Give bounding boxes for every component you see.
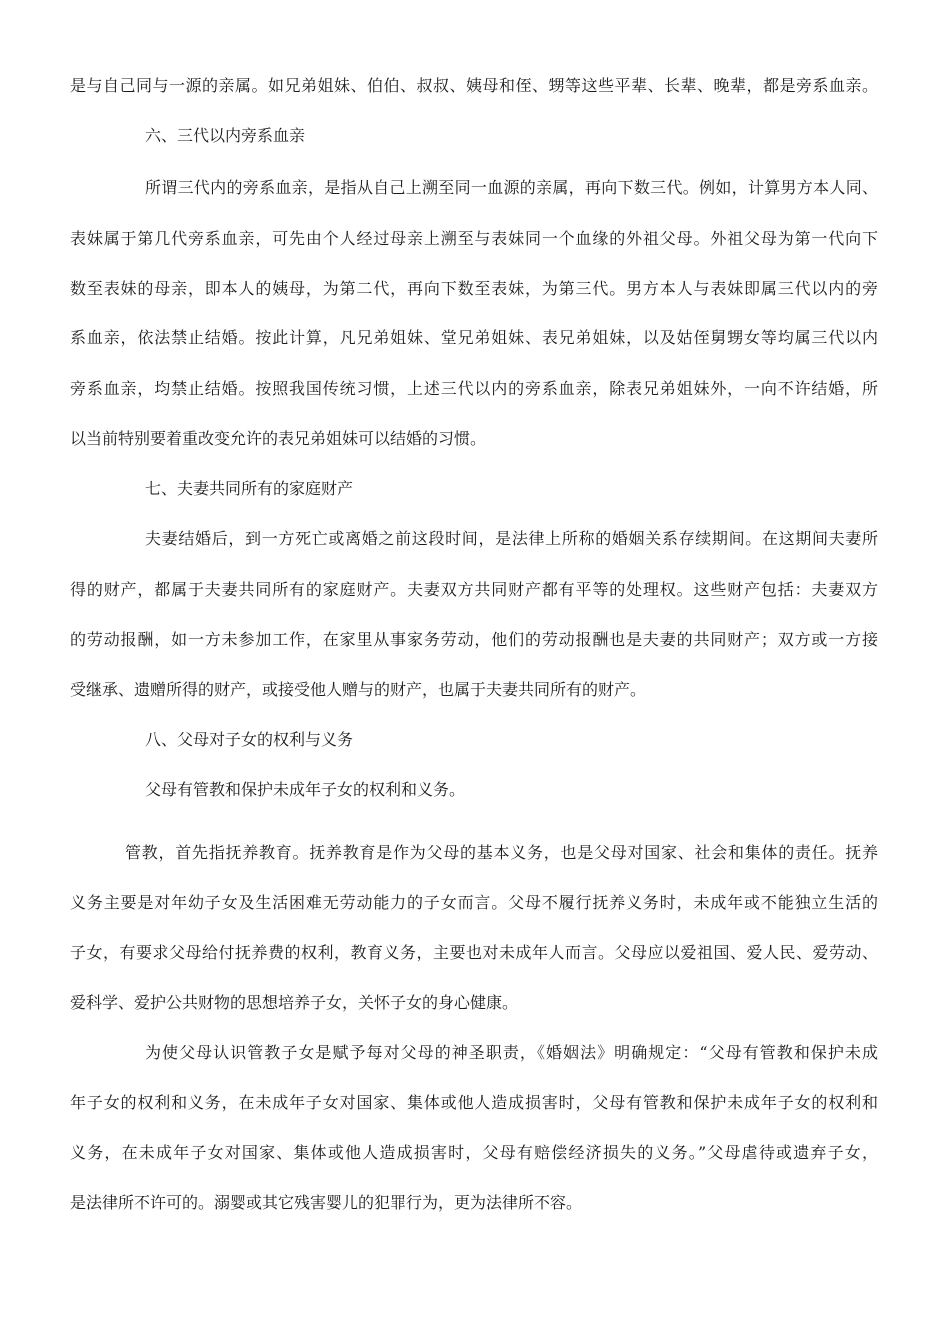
paragraph-line: 的劳动报酬，如一方未参加工作，在家里从事家务劳动，他们的劳动报酬也是夫妻的共同财产；双方或一方接 — [70, 630, 878, 649]
paragraph-line: 管教，首先指抚养教育。抚养教育是作为父母的基本义务，也是父母对国家、社会和集体的责任。抚养 — [125, 843, 878, 862]
paragraph-line: 为使父母认识管教子女是赋予每对父母的神圣职责，《婚姻法》明确规定：“父母有管教和保护未成 — [145, 1043, 878, 1062]
paragraph-line: 旁系血亲，均禁止结婚。按照我国传统习惯，上述三代以内的旁系血亲，除表兄弟姐妹外，一向不许结婚，所 — [70, 379, 878, 398]
paragraph-line: 所谓三代内的旁系血亲，是指从自己上溯至同一血源的亲属，再向下数三代。例如，计算男方本人同、 — [145, 178, 878, 197]
section-heading-8: 八、父母对子女的权利与义务 — [145, 730, 354, 749]
paragraph-line: 子女，有要求父母给付抚养费的权利，教育义务，主要也对未成年人而言。父母应以爱祖国、爱人民、爱劳动、 — [70, 943, 878, 962]
paragraph-line: 受继承、遗赠所得的财产，或接受他人赠与的财产，也属于夫妻共同所有的财产。 — [70, 680, 647, 699]
paragraph-line: 夫妻结婚后，到一方死亡或离婚之前这段时间，是法律上所称的婚姻关系存续期间。在这期间夫妻所 — [145, 529, 878, 548]
paragraph-line: 义务，在未成年子女对国家、集体或他人造成损害时，父母有赔偿经济损失的义务。”父母虐待或遗弃子女， — [70, 1143, 878, 1162]
section-heading-7: 七、夫妻共同所有的家庭财产 — [145, 479, 354, 498]
paragraph-line: 年子女的权利和义务，在未成年子女对国家、集体或他人造成损害时，父母有管教和保护未成年子女的权利和 — [70, 1093, 878, 1112]
section-heading-6: 六、三代以内旁系血亲 — [145, 126, 306, 145]
paragraph-line: 系血亲，依法禁止结婚。按此计算，凡兄弟姐妹、堂兄弟姐妹、表兄弟姐妹，以及姑侄舅甥女等均属三代以内 — [70, 328, 878, 347]
paragraph-line: 得的财产，都属于夫妻共同所有的家庭财产。夫妻双方共同财产都有平等的处理权。这些财产包括：夫妻双方 — [70, 580, 878, 599]
paragraph-line: 义务主要是对年幼子女及生活困难无劳动能力的子女而言。父母不履行抚养义务时，未成年或不能独立生活的 — [70, 893, 878, 912]
paragraph-line: 父母有管教和保护未成年子女的权利和义务。 — [145, 780, 466, 799]
paragraph-line: 爱科学、爱护公共财物的思想培养子女，关怀子女的身心健康。 — [70, 993, 519, 1012]
paragraph-line: 数至表妹的母亲，即本人的姨母，为第二代，再向下数至表妹，为第三代。男方本人与表妹即属三代以内的旁 — [70, 279, 878, 298]
paragraph-line: 表妹属于第几代旁系血亲，可先由个人经过母亲上溯至与表妹同一个血缘的外祖父母。外祖父母为第一代向下 — [70, 229, 878, 248]
paragraph-line: 是与自己同与一源的亲属。如兄弟姐妹、伯伯、叔叔、姨母和侄、甥等这些平辈、长辈、晚辈，都是旁系血亲。 — [70, 76, 878, 95]
paragraph-line: 是法律所不许可的。溺婴或其它残害婴儿的犯罪行为，更为法律所不容。 — [70, 1193, 583, 1212]
paragraph-line: 以当前特别要着重改变允许的表兄弟姐妹可以结婚的习惯。 — [70, 429, 487, 448]
